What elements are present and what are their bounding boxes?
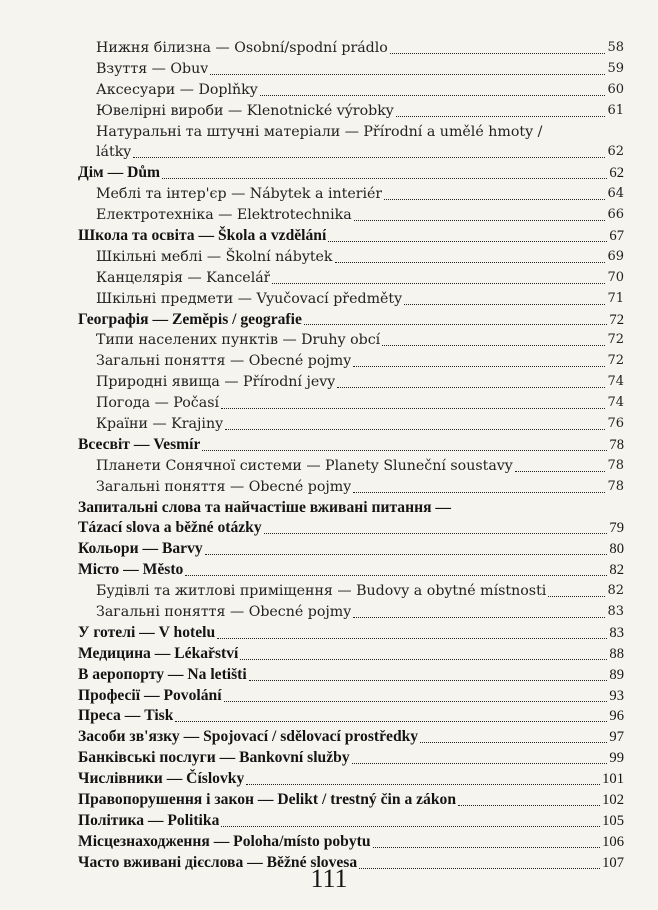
entry-page-number: 82 bbox=[609, 562, 624, 579]
dot-leader bbox=[328, 241, 607, 242]
toc-section-entry bbox=[78, 310, 624, 331]
entry-page-number: 62 bbox=[607, 144, 624, 160]
entry-title: Засоби зв'язку — Spojovací / sdělovací prostředky bbox=[78, 728, 419, 746]
entry-page-number: 74 bbox=[607, 374, 624, 390]
entry-page-number: 99 bbox=[609, 750, 624, 767]
toc-subsection-entry bbox=[78, 372, 624, 393]
entry-title: látky bbox=[96, 144, 132, 161]
entry-page-number: 89 bbox=[609, 666, 624, 683]
entry-title: Нижня білизна — Osobní/spodní prádlo bbox=[96, 39, 388, 56]
toc-subsection-entry bbox=[78, 80, 624, 101]
toc-section-entry bbox=[78, 686, 624, 707]
toc-subsection-entry bbox=[78, 289, 624, 310]
entry-page-number: 67 bbox=[609, 228, 624, 244]
entry-page-number: 64 bbox=[607, 186, 624, 202]
entry-page-number: 102 bbox=[602, 792, 624, 809]
entry-title: Взуття — Obuv bbox=[96, 60, 209, 77]
entry-title: Числівники — Číslovky bbox=[78, 770, 245, 788]
dot-leader bbox=[396, 116, 606, 117]
toc-subsection-entry bbox=[78, 456, 624, 477]
entry-page-number: 61 bbox=[607, 102, 624, 118]
entry-page-number: 59 bbox=[607, 60, 624, 76]
entry-page-number: 79 bbox=[609, 520, 624, 537]
dot-leader bbox=[354, 220, 606, 221]
dot-leader bbox=[382, 345, 605, 346]
dot-leader bbox=[221, 826, 600, 827]
entry-title: Часто вживані дієслова — Běžné slovesa bbox=[78, 853, 358, 871]
entry-title: Політика — Politika bbox=[78, 811, 220, 829]
entry-page-number: 62 bbox=[609, 165, 624, 182]
entry-title: В аеропорту — Na letišti bbox=[78, 665, 247, 683]
entry-page-number: 83 bbox=[607, 604, 624, 620]
entry-title: Загальні поняття — Obecné pojmy bbox=[96, 604, 352, 621]
toc-section-entry bbox=[78, 790, 624, 811]
toc-section-entry bbox=[78, 539, 624, 560]
dot-leader bbox=[240, 659, 607, 660]
dot-leader bbox=[373, 847, 601, 848]
toc-subsection-entry bbox=[78, 581, 624, 602]
toc-subsection-entry bbox=[78, 38, 624, 59]
entry-title: Електротехніка — Elektrotechnika bbox=[96, 207, 352, 224]
toc-section-entry bbox=[78, 665, 624, 686]
toc-section-entry bbox=[78, 707, 624, 728]
toc-section-entry bbox=[78, 560, 624, 581]
entry-page-number: 70 bbox=[607, 269, 624, 285]
dot-leader bbox=[548, 596, 605, 597]
entry-title: У готелі — V hotelu bbox=[78, 623, 216, 641]
toc-subsection-entry bbox=[78, 59, 624, 80]
entry-page-number: 78 bbox=[609, 436, 624, 453]
dot-leader bbox=[133, 157, 605, 158]
entry-title: Медицина — Lékařství bbox=[78, 644, 239, 662]
toc-section-entry bbox=[78, 748, 624, 769]
dot-leader bbox=[390, 53, 606, 54]
entry-title: Загальні поняття — Obecné pojmy bbox=[96, 478, 352, 495]
entry-title: Банківські послуги — Bankovní služby bbox=[78, 749, 350, 767]
dot-leader bbox=[353, 366, 605, 367]
entry-page-number: 72 bbox=[607, 332, 624, 348]
dot-leader bbox=[210, 74, 605, 75]
dot-leader bbox=[217, 638, 607, 639]
dot-leader bbox=[337, 387, 605, 388]
page-number: 111 bbox=[310, 864, 348, 893]
entry-title: Загальні поняття — Obecné pojmy bbox=[96, 353, 352, 370]
entry-title: Преса — Tisk bbox=[78, 707, 174, 725]
entry-title: Місцезнаходження — Poloha/místo pobytu bbox=[78, 832, 371, 850]
entry-page-number: 78 bbox=[607, 457, 624, 473]
dot-leader bbox=[175, 721, 607, 722]
entry-page-number: 83 bbox=[609, 624, 624, 641]
entry-page-number: 72 bbox=[609, 311, 624, 328]
entry-title: Tázací slova a běžné otázky bbox=[78, 519, 262, 537]
entry-page-number: 82 bbox=[607, 583, 624, 599]
toc-section-entry bbox=[78, 163, 624, 184]
toc-subsection-entry bbox=[78, 205, 624, 226]
entry-page-number: 107 bbox=[602, 854, 624, 871]
dot-leader bbox=[384, 199, 605, 200]
dot-leader bbox=[185, 575, 607, 576]
entry-page-number: 76 bbox=[607, 416, 624, 432]
entry-page-number: 72 bbox=[607, 353, 624, 369]
toc-section-entry bbox=[78, 727, 624, 748]
toc-subsection-entry bbox=[78, 122, 624, 164]
dot-leader bbox=[202, 450, 607, 451]
toc-subsection-entry bbox=[78, 184, 624, 205]
toc-section-entry bbox=[78, 498, 624, 540]
entry-title: Школа та освіта — Škola a vzdělání bbox=[78, 227, 327, 244]
entry-page-number: 97 bbox=[609, 729, 624, 746]
entry-title: Країни — Krajiny bbox=[96, 416, 224, 433]
toc-subsection-entry bbox=[78, 101, 624, 122]
toc-subsection-entry bbox=[78, 393, 624, 414]
entry-title: Шкільні предмети — Vyučovací předměty bbox=[96, 290, 403, 307]
entry-page-number: 93 bbox=[609, 687, 624, 704]
toc-section-entry bbox=[78, 811, 624, 832]
entry-page-number: 80 bbox=[609, 541, 624, 558]
dot-leader bbox=[225, 429, 605, 430]
toc-subsection-entry bbox=[78, 268, 624, 289]
entry-title: Ювелірні вироби — Klenotnické výrobky bbox=[96, 102, 394, 119]
entry-title: Місто — Město bbox=[78, 561, 184, 579]
toc-section-entry bbox=[78, 769, 624, 790]
toc-subsection-entry bbox=[78, 330, 624, 351]
entry-title: Погода — Počasí bbox=[96, 395, 220, 412]
entry-title: Природні явища — Přírodní jevy bbox=[96, 374, 336, 391]
dot-leader bbox=[420, 742, 607, 743]
dot-leader bbox=[404, 304, 605, 305]
entry-page-number: 106 bbox=[602, 833, 624, 850]
dot-leader bbox=[458, 805, 600, 806]
entry-page-number: 60 bbox=[607, 81, 624, 97]
dot-leader bbox=[515, 471, 606, 472]
toc-subsection-entry bbox=[78, 247, 624, 268]
entry-title: Шкільні меблі — Školní nábytek bbox=[96, 248, 333, 265]
entry-page-number: 71 bbox=[607, 290, 624, 306]
dot-leader bbox=[246, 784, 600, 785]
toc-subsection-entry bbox=[78, 351, 624, 372]
dot-leader bbox=[353, 617, 605, 618]
entry-page-number: 58 bbox=[607, 39, 624, 55]
entry-title: Кольори — Barvy bbox=[78, 540, 203, 558]
entry-title: Географія — Zeměpis / geografie bbox=[78, 310, 302, 328]
entry-page-number: 69 bbox=[607, 248, 624, 264]
dot-leader bbox=[304, 324, 608, 325]
toc-section-entry bbox=[78, 644, 624, 665]
entry-page-number: 105 bbox=[602, 812, 624, 829]
dot-leader bbox=[221, 408, 605, 409]
toc-section-entry bbox=[78, 623, 624, 644]
dot-leader bbox=[205, 554, 608, 555]
entry-title: Планети Сонячної системи — Planety Sluneční soustavy bbox=[96, 457, 513, 474]
entry-page-number: 66 bbox=[607, 207, 624, 223]
toc-section-entry bbox=[78, 226, 624, 247]
dot-leader bbox=[224, 701, 608, 702]
dot-leader bbox=[353, 492, 605, 493]
entry-title: Аксесуари — Doplňky bbox=[96, 81, 258, 98]
toc-section-entry bbox=[78, 832, 624, 853]
dot-leader bbox=[249, 680, 608, 681]
entry-page-number: 78 bbox=[607, 478, 624, 494]
entry-page-number: 96 bbox=[609, 708, 624, 725]
toc-subsection-entry bbox=[78, 414, 624, 435]
dot-leader bbox=[162, 178, 607, 179]
entry-title-line: Запитальні слова та найчастіше вживані питання — bbox=[78, 498, 451, 516]
entry-title-line: Натуральні та штучні матеріали — Přírodní a umělé hmoty / bbox=[96, 123, 543, 140]
entry-page-number: 101 bbox=[602, 771, 624, 788]
toc-section-entry bbox=[78, 435, 624, 456]
entry-title: Дім — Dům bbox=[78, 164, 160, 182]
dot-leader bbox=[352, 763, 608, 764]
toc-subsection-entry bbox=[78, 477, 624, 498]
entry-title: Правопорушення і закон — Delikt / trestný čin a zákon bbox=[78, 791, 456, 809]
entry-title: Всесвіт — Vesmír bbox=[78, 435, 201, 453]
entry-title: Типи населених пунктів — Druhy obcí bbox=[96, 332, 381, 349]
entry-title: Канцелярія — Kancelář bbox=[96, 269, 271, 286]
entry-page-number: 88 bbox=[609, 645, 624, 662]
dot-leader bbox=[335, 262, 606, 263]
table-of-contents bbox=[78, 38, 624, 874]
dot-leader bbox=[272, 283, 605, 284]
toc-subsection-entry bbox=[78, 602, 624, 623]
entry-title: Професії — Povolání bbox=[78, 686, 222, 704]
entry-page-number: 74 bbox=[607, 395, 624, 411]
entry-title: Будівлі та житлові приміщення — Budovy a obytné místnosti bbox=[96, 583, 547, 600]
dot-leader bbox=[264, 533, 608, 534]
entry-title: Меблі та інтер'єр — Nábytek a interiér bbox=[96, 186, 383, 203]
dot-leader bbox=[260, 95, 606, 96]
